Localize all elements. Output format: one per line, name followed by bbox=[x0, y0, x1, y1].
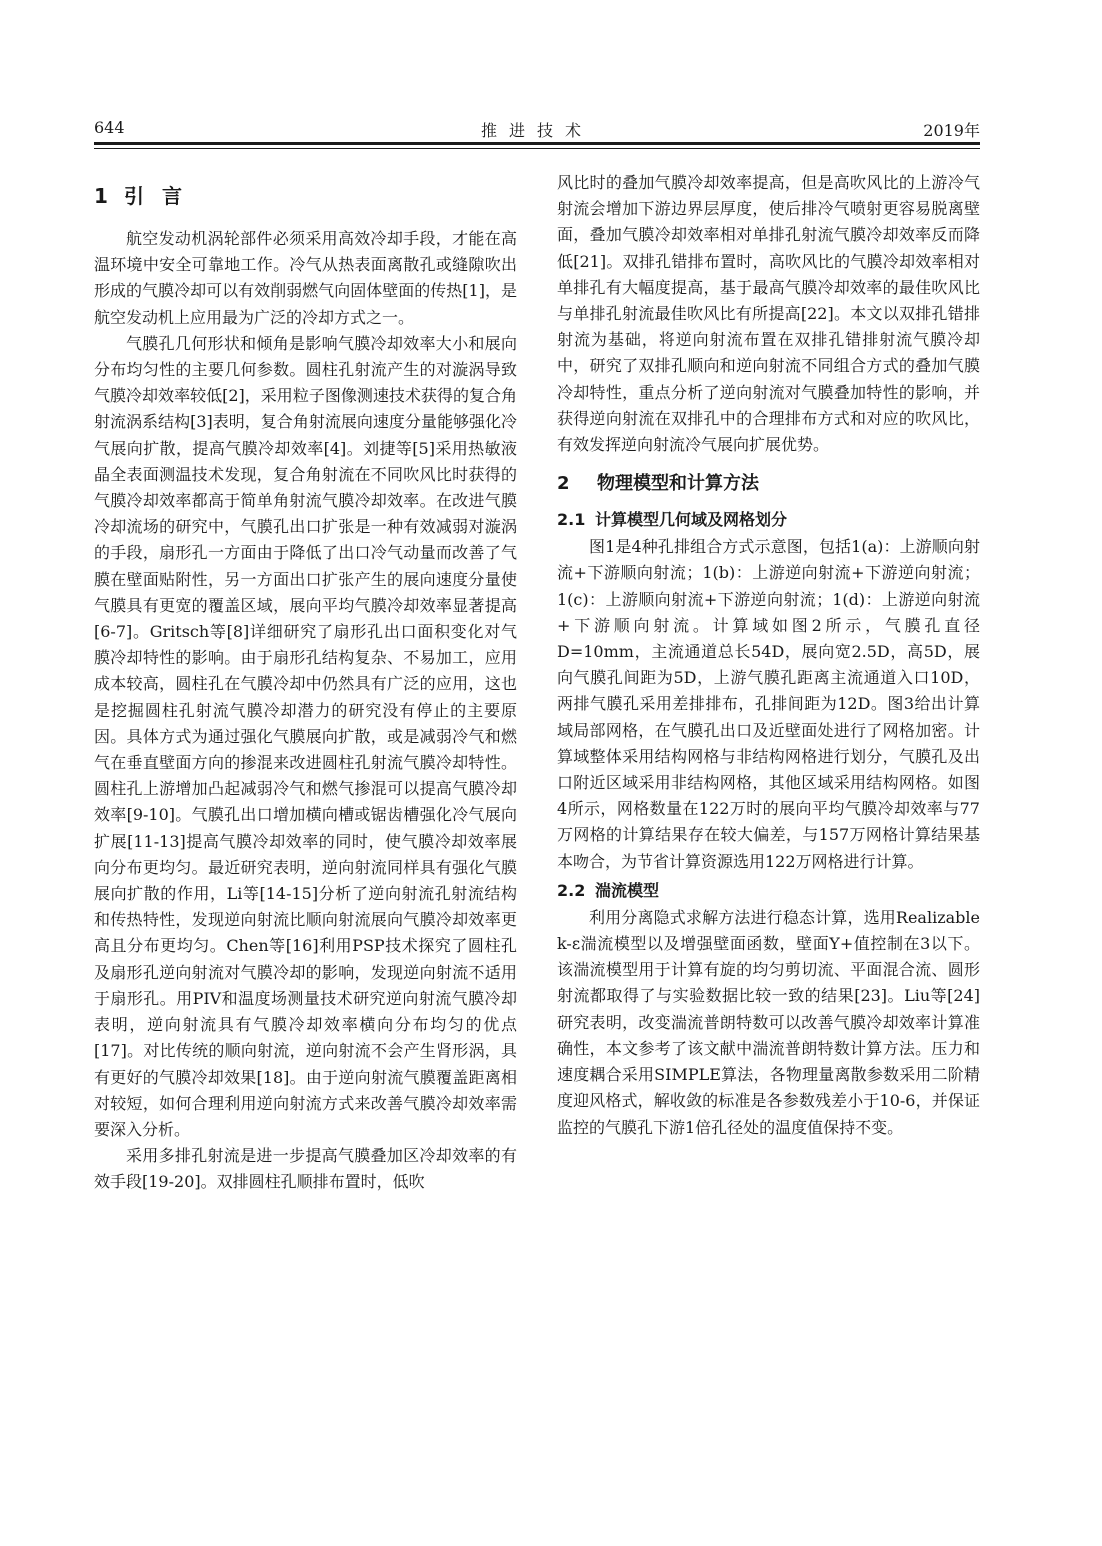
header-rule-thin bbox=[94, 148, 980, 149]
section-2-title: 物理模型和计算方法 bbox=[597, 473, 759, 495]
section-1-heading bbox=[94, 180, 517, 212]
subsection-2-1-heading bbox=[557, 508, 980, 532]
left-column bbox=[94, 170, 517, 1196]
intro-paragraph-3: 采用多排孔射流是进一步提高气膜叠加区冷却效率的有效手段[19-20]。双排圆柱孔顺排布置时，低吹 bbox=[94, 1146, 517, 1192]
header-rule-thick bbox=[94, 142, 980, 145]
subsection-2-1-number: 2.1 bbox=[557, 510, 586, 530]
subsection-2-2-title: 湍流模型 bbox=[595, 880, 660, 900]
right-column bbox=[557, 170, 980, 1141]
page-number: 644 bbox=[94, 118, 125, 137]
section-2-number: 2 bbox=[557, 473, 570, 495]
subsection-2-2-number: 2.2 bbox=[557, 880, 586, 900]
publication-year: 2019年 bbox=[923, 121, 980, 140]
section-1-number: 1 bbox=[94, 184, 108, 208]
page-header bbox=[94, 118, 980, 142]
subsection-2-2-heading bbox=[557, 879, 980, 903]
section-1-title: 引言 bbox=[124, 184, 200, 208]
section-2-heading bbox=[557, 470, 980, 498]
intro-paragraph-2: 气膜孔几何形状和倾角是影响气膜冷却效率大小和展向分布均匀性的主要几何参数。圆柱孔射流产生的对漩涡导致气膜冷却效率较低[2]，采用粒子图像测速技术获得的复合角射流涡系结构[3]表明，复合角射流展向速度分量能够强化冷气展向扩散，提高气膜冷却效率[4]。刘捷等[5]采用热敏液晶全表面测温技术发现，复合角射流在不同吹风比时获得的气膜冷却效率都高于简单角射流气膜冷却效率。在改进气膜冷却流场的研究中，气膜孔出口扩张是一种有效减弱对漩涡的手段，扇形孔一方面由于降低了出口冷气动量而改善了气膜在壁面贴附性，另一方面出口扩张产生的展向速度分量使气膜具有更宽的覆盖区域，展向平均气膜冷却效率显著提高[6-7]。Gritsch等[8]详细研究了扇形孔出口面积变化对气膜冷却特性的影响。由于扇形孔结构复杂、不易加工，应用成本较高，圆柱孔在气膜冷却中仍然具有广泛的应用，这也是挖掘圆柱孔射流气膜冷却潜力的研究没有停止的主要原因。具体方式为通过强化气膜展向扩散，或是减弱冷气和燃气在垂直壁面方向的掺混来改进圆柱孔射流气膜冷却特性。圆柱孔上游增加凸起减弱冷气和燃气掺混可以提高气膜冷却效率[9-10]。气膜孔出口增加横向槽或锯齿槽强化冷气展向扩展[11-13]提高气膜冷却效率的同时，使气膜冷却效率展向分布更均匀。最近研究表明，逆向射流同样具有强化气膜展向扩散的作用，Li等[14-15]分析了逆向射流孔射流结构和传热特性，发现逆向射流比顺向射流展向气膜冷却效率更高且分布更均匀。Chen等[16]利用PSP技术探究了圆柱孔及扇形孔逆向射流对气膜冷却的影响，发现逆向射流不适用于扇形孔。用PIV和温度场测量技术研究逆向射流气膜冷却表明，逆向射流具有气膜冷却效率横向分布均匀的优点[17]。对比传统的顺向射流，逆向射流不会产生肾形涡，具有更好的气膜冷却效果[18]。由于逆向射流气膜覆盖距离相对较短，如何合理利用逆向射流方式来改善气膜冷却效率需要深入分析。 bbox=[94, 333, 517, 1139]
journal-name: 推进技术 bbox=[480, 121, 593, 140]
intro-paragraph-3-continued: 风比时的叠加气膜冷却效率提高，但是高吹风比的上游冷气射流会增加下游边界层厚度，使后排冷气喷射更容易脱离壁面，叠加气膜冷却效率相对单排孔射流气膜冷却效率反而降低[21]。双排孔错排布置时，高吹风比的气膜冷却效率相对单排孔有大幅度提高，基于最高气膜冷却效率的最佳吹风比与单排孔射流最佳吹风比有所提高[22]。本文以双排孔错排射流为基础，将逆向射流布置在双排孔错排射流气膜冷却中，研究了双排孔顺向和逆向射流不同组合方式的叠加气膜冷却特性，重点分析了逆向射流对气膜叠加特性的影响，并获得逆向射流在双排孔中的合理排布方式和对应的吹风比，有效发挥逆向射流冷气展向扩展优势。 bbox=[557, 173, 980, 455]
subsection-2-2-paragraph: 利用分离隐式求解方法进行稳态计算，选用Realizable k-ε湍流模型以及增强壁面函数，壁面Y+值控制在3以下。该湍流模型用于计算有旋的均匀剪切流、平面混合流、圆形射流都取得了与实验数据比较一致的结果[23]。Liu等[24]研究表明，改变湍流普朗特数可以改善气膜冷却效率计算准确性，本文参考了该文献中湍流普朗特数计算方法。压力和速度耦合采用SIMPLE算法，各物理量离散参数采用二阶精度迎风格式，解收敛的标准是各参数残差小于10-6，并保证监控的气膜孔下游1倍孔径处的温度值保持不变。 bbox=[557, 907, 980, 1137]
intro-paragraph-1: 航空发动机涡轮部件必须采用高效冷却手段，才能在高温环境中安全可靠地工作。冷气从热表面离散孔或缝隙吹出形成的气膜冷却可以有效削弱燃气向固体壁面的传热[1]，是航空发动机上应用最为广泛的冷却方式之一。 bbox=[94, 229, 517, 327]
subsection-2-1-paragraph: 图1是4种孔排组合方式示意图，包括1(a)：上游顺向射流+下游顺向射流；1(b)：上游逆向射流+下游逆向射流；1(c)：上游顺向射流+下游逆向射流；1(d)：上游逆向射流+下游顺向射流。计算域如图2所示，气膜孔直径D=10mm，主流通道总长54D，展向宽2.5D，高5D，展向气膜孔间距为5D，上游气膜孔距离主流通道入口10D，两排气膜孔采用差排排布，孔排间距为12D。图3给出计算域局部网格，在气膜孔出口及近壁面处进行了网格加密。计算域整体采用结构网格与非结构网格进行划分，气膜孔及出口附近区域采用非结构网格，其他区域采用结构网格。如图4所示，网格数量在122万时的展向平均气膜冷却效率与77万网格的计算结果存在较大偏差，与157万网格计算结果基本吻合，为节省计算资源选用122万网格进行计算。 bbox=[557, 537, 980, 871]
subsection-2-1-title: 计算模型几何域及网格划分 bbox=[595, 510, 788, 530]
